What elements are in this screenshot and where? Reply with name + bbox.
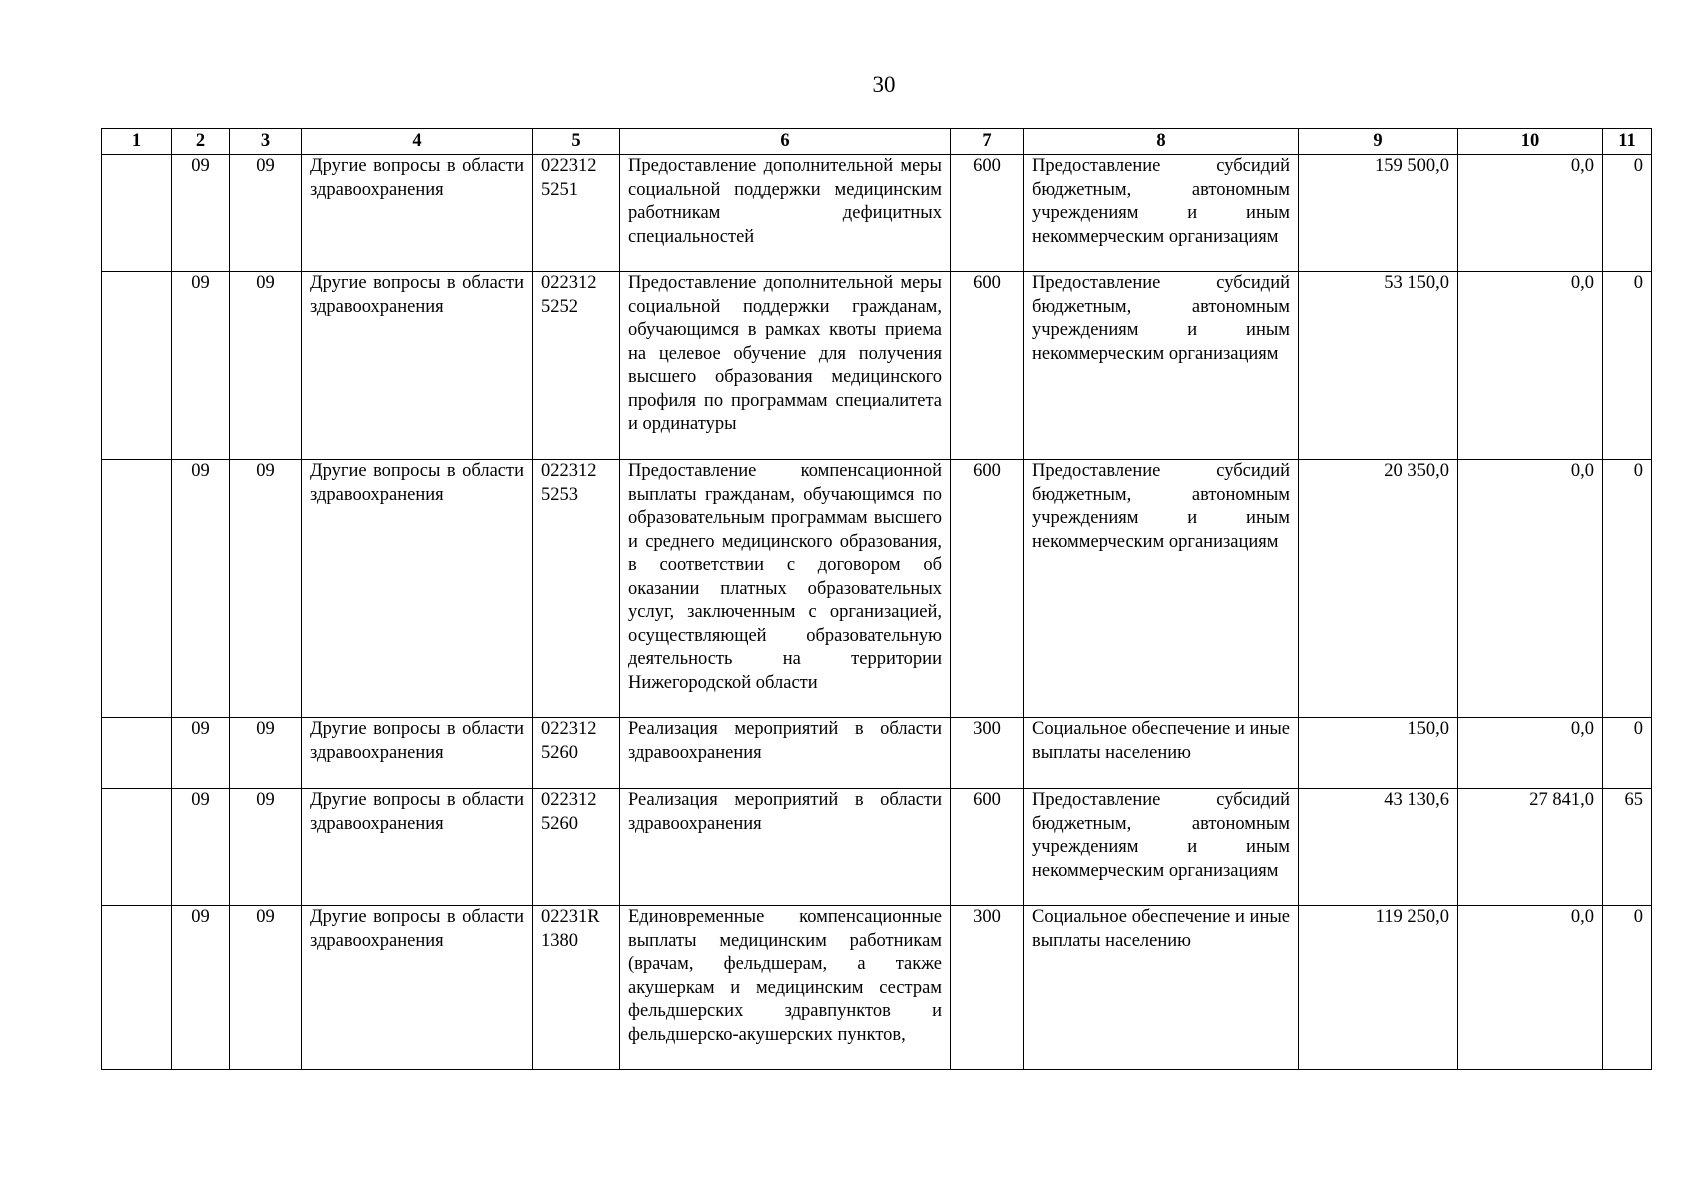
federal-amount-cell: 0,0: [1458, 155, 1603, 272]
last-value-cell: 0: [1603, 272, 1652, 460]
target-code-cell: [533, 155, 620, 272]
amount-cell: 150,0: [1299, 718, 1458, 789]
purpose-cell: Единовременные компенсационные выплаты медицинским работникам (врачам, фельдшерам, а также акушеркам и медицинским сестрам фельдшерских здравпунктов и фельдшерско-акушерских пунктов,: [620, 906, 951, 1070]
page-number: 30: [872, 72, 896, 97]
amount-cell: 119 250,0: [1299, 906, 1458, 1070]
expense-type-name-cell: Предоставление субсидий бюджетным, автономным учреждениям и иным некоммерческим организациям: [1024, 460, 1299, 718]
target-code-part: 022312: [541, 273, 597, 293]
target-code-cell: [533, 718, 620, 789]
target-code-part: 022312: [541, 719, 597, 739]
budget-table: [101, 128, 1652, 1070]
expense-type-code-cell: 600: [951, 155, 1024, 272]
section-code-cell: 09: [172, 789, 230, 906]
subsection-code-cell: 09: [230, 789, 302, 906]
column-header: 2: [172, 129, 230, 155]
target-code-part: 5252: [541, 296, 578, 317]
section-code-cell: 09: [172, 906, 230, 1070]
federal-amount-cell: 27 841,0: [1458, 789, 1603, 906]
target-code-part: 02231R: [541, 907, 600, 927]
section-name-cell: Другие вопросы в области здравоохранения: [302, 718, 533, 789]
expense-type-name-cell: Предоставление субсидий бюджетным, автономным учреждениям и иным некоммерческим организациям: [1024, 272, 1299, 460]
table-row: [102, 272, 1652, 460]
table-row: [102, 460, 1652, 718]
expense-type-code-cell: 600: [951, 789, 1024, 906]
column-header: 9: [1299, 129, 1458, 155]
section-name-cell: Другие вопросы в области здравоохранения: [302, 460, 533, 718]
target-code-cell: [533, 460, 620, 718]
target-code-part: 022312: [541, 461, 597, 481]
purpose-cell: Реализация мероприятий в области здравоохранения: [620, 789, 951, 906]
amount-cell: 20 350,0: [1299, 460, 1458, 718]
federal-amount-cell: 0,0: [1458, 272, 1603, 460]
target-code-part: 022312: [541, 156, 597, 176]
subsection-code-cell: 09: [230, 272, 302, 460]
amount-cell: 43 130,6: [1299, 789, 1458, 906]
section-name-cell: Другие вопросы в области здравоохранения: [302, 155, 533, 272]
table-row: [102, 906, 1652, 1070]
subsection-code-cell: 09: [230, 906, 302, 1070]
column-header: 7: [951, 129, 1024, 155]
table-row: [102, 789, 1652, 906]
column-header: 11: [1603, 129, 1652, 155]
section-code-cell: 09: [172, 155, 230, 272]
column-header: 5: [533, 129, 620, 155]
row-number-cell: [102, 155, 172, 272]
section-name-cell: Другие вопросы в области здравоохранения: [302, 789, 533, 906]
target-code-part: 5253: [541, 484, 578, 505]
section-name-cell: Другие вопросы в области здравоохранения: [302, 272, 533, 460]
row-number-cell: [102, 460, 172, 718]
target-code-part: 5260: [541, 742, 578, 763]
row-number-cell: [102, 272, 172, 460]
purpose-cell: Предоставление дополнительной меры социальной поддержки гражданам, обучающимся в рамках квоты приема на целевое обучение для получения высшего образования медицинского профиля по программам специалитета и ординатуры: [620, 272, 951, 460]
expense-type-code-cell: 600: [951, 272, 1024, 460]
amount-cell: 159 500,0: [1299, 155, 1458, 272]
column-header: 10: [1458, 129, 1603, 155]
last-value-cell: 0: [1603, 718, 1652, 789]
federal-amount-cell: 0,0: [1458, 906, 1603, 1070]
target-code-cell: [533, 789, 620, 906]
row-number-cell: [102, 906, 172, 1070]
section-code-cell: 09: [172, 272, 230, 460]
section-name-cell: Другие вопросы в области здравоохранения: [302, 906, 533, 1070]
row-number-cell: [102, 789, 172, 906]
row-number-cell: [102, 718, 172, 789]
target-code-part: 1380: [541, 930, 578, 951]
purpose-cell: Реализация мероприятий в области здравоохранения: [620, 718, 951, 789]
federal-amount-cell: 0,0: [1458, 718, 1603, 789]
expense-type-name-cell: Предоставление субсидий бюджетным, автономным учреждениям и иным некоммерческим организациям: [1024, 789, 1299, 906]
federal-amount-cell: 0,0: [1458, 460, 1603, 718]
table-row: [102, 155, 1652, 272]
column-header: 4: [302, 129, 533, 155]
section-code-cell: 09: [172, 460, 230, 718]
column-header: 6: [620, 129, 951, 155]
expense-type-code-cell: 300: [951, 906, 1024, 1070]
subsection-code-cell: 09: [230, 718, 302, 789]
last-value-cell: 0: [1603, 460, 1652, 718]
header-row: [102, 129, 1652, 155]
target-code-part: 022312: [541, 790, 597, 810]
last-value-cell: 0: [1603, 155, 1652, 272]
subsection-code-cell: 09: [230, 460, 302, 718]
expense-type-name-cell: Социальное обеспечение и иные выплаты населению: [1024, 906, 1299, 1070]
target-code-part: 5251: [541, 179, 578, 200]
amount-cell: 53 150,0: [1299, 272, 1458, 460]
column-header: 3: [230, 129, 302, 155]
purpose-cell: Предоставление компенсационной выплаты гражданам, обучающимся по образовательным программам высшего и среднего медицинского образования, в соответствии с договором об оказании платных образовательных услуг, заключенным с организацией, осуществляющей образовательную деятельность на территории Нижегородской области: [620, 460, 951, 718]
column-header: 8: [1024, 129, 1299, 155]
expense-type-name-cell: Предоставление субсидий бюджетным, автономным учреждениям и иным некоммерческим организациям: [1024, 155, 1299, 272]
purpose-cell: Предоставление дополнительной меры социальной поддержки медицинским работникам дефицитных специальностей: [620, 155, 951, 272]
expense-type-name-cell: Социальное обеспечение и иные выплаты населению: [1024, 718, 1299, 789]
last-value-cell: 65: [1603, 789, 1652, 906]
target-code-cell: [533, 272, 620, 460]
table-row: [102, 718, 1652, 789]
expense-type-code-cell: 300: [951, 718, 1024, 789]
section-code-cell: 09: [172, 718, 230, 789]
target-code-cell: [533, 906, 620, 1070]
last-value-cell: 0: [1603, 906, 1652, 1070]
column-header: 1: [102, 129, 172, 155]
subsection-code-cell: 09: [230, 155, 302, 272]
target-code-part: 5260: [541, 813, 578, 834]
expense-type-code-cell: 600: [951, 460, 1024, 718]
